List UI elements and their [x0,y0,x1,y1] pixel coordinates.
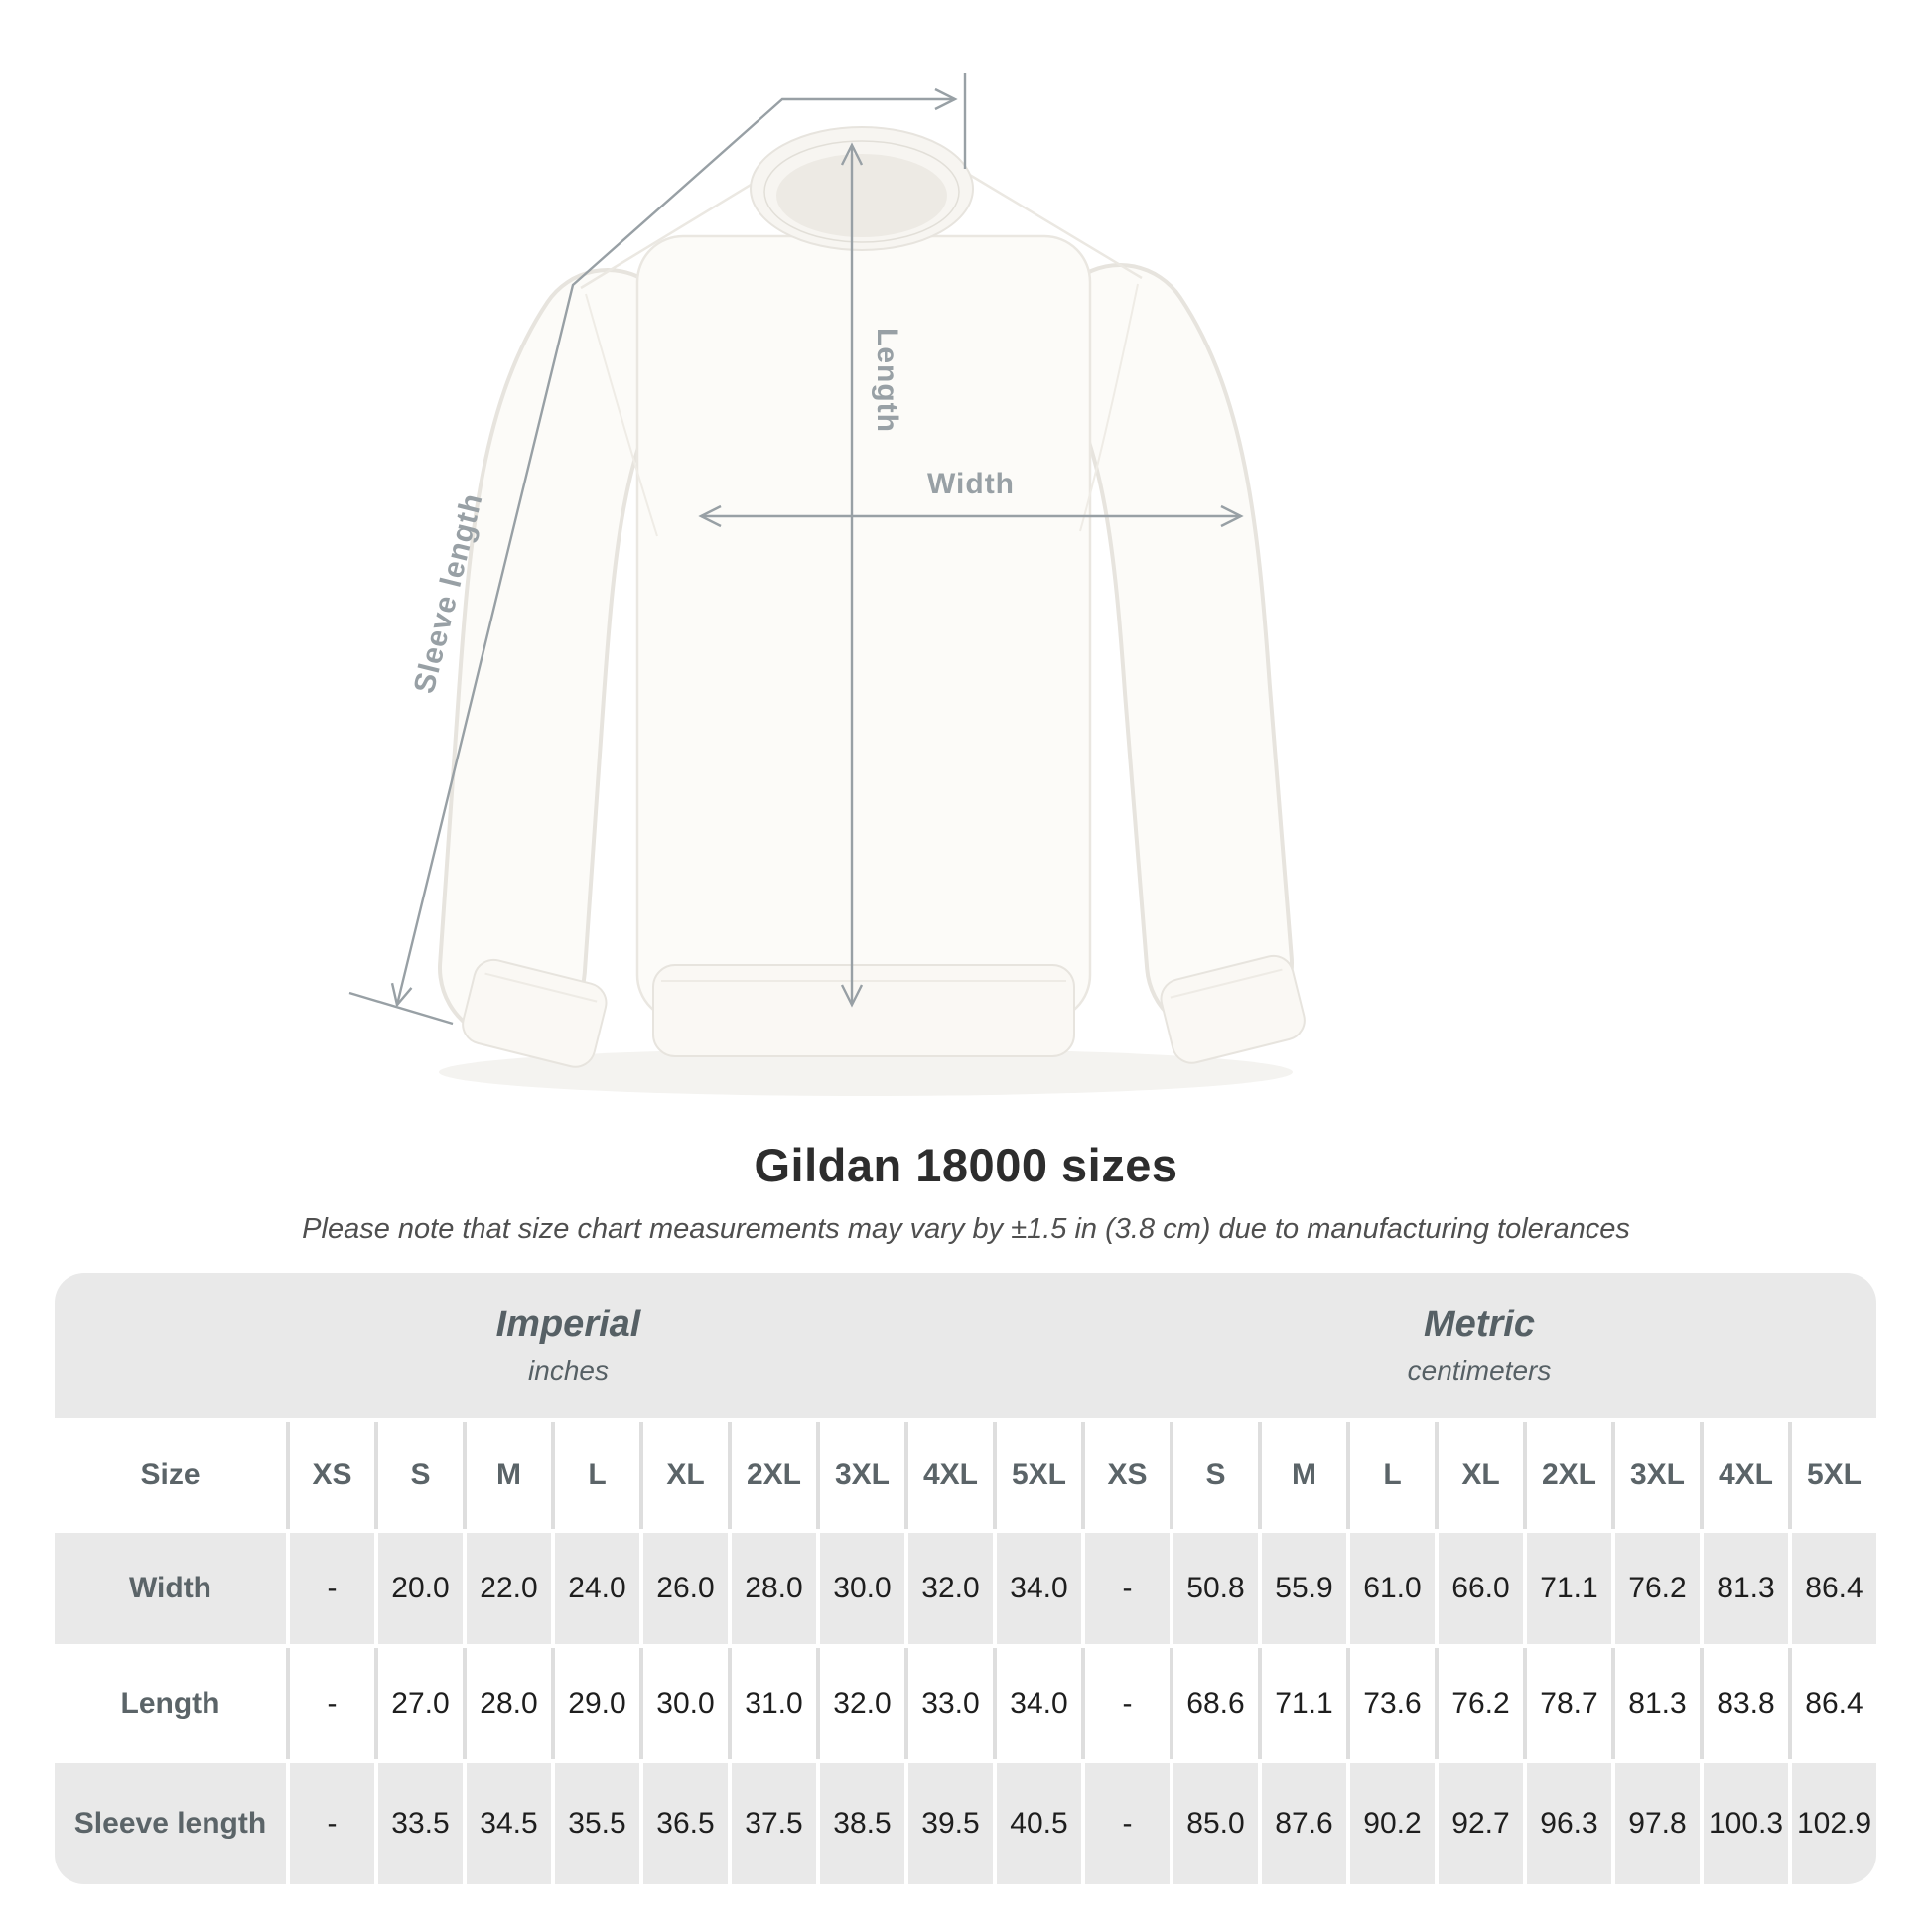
size-header-cell: 2XL [1527,1422,1611,1529]
row-label: Length [55,1648,286,1759]
page-title: Gildan 18000 sizes [754,1139,1178,1191]
value-cell: 32.0 [820,1648,904,1759]
value-cell: 38.5 [820,1763,904,1884]
value-cell: 96.3 [1527,1763,1611,1884]
value-cell: 30.0 [643,1648,728,1759]
cuff-tick-line [349,993,453,1024]
value-cell: 97.8 [1615,1763,1700,1884]
value-cell: 34.5 [467,1763,551,1884]
imperial-label: Imperial [495,1304,641,1345]
value-cell: 35.5 [555,1763,639,1884]
value-cell: 76.2 [1439,1648,1523,1759]
value-cell: 33.5 [378,1763,463,1884]
value-cell: 78.7 [1527,1648,1611,1759]
imperial-group-header [55,1273,1082,1418]
value-cell: - [290,1533,374,1644]
size-header-cell: S [378,1422,463,1529]
length-label: Length [871,328,903,433]
value-cell: 22.0 [467,1533,551,1644]
value-cell: 29.0 [555,1648,639,1759]
sleeve-length-label: Sleeve length [407,489,489,697]
value-cell: 90.2 [1350,1763,1435,1884]
unit-group-header-row [55,1273,1876,1418]
value-cell: 31.0 [732,1648,816,1759]
size-header-cell: M [467,1422,551,1529]
value-cell: - [290,1648,374,1759]
width-label: Width [926,468,1016,500]
body [637,236,1090,1021]
size-header-cell: XS [1085,1422,1170,1529]
value-cell: 39.5 [908,1763,993,1884]
size-header-cell: 3XL [1615,1422,1700,1529]
value-cell: 71.1 [1262,1648,1346,1759]
value-cell: 28.0 [467,1648,551,1759]
value-cell: 86.4 [1792,1648,1876,1759]
value-cell: 28.0 [732,1533,816,1644]
size-header-cell: M [1262,1422,1346,1529]
left-cuff [459,956,611,1071]
value-cell: 37.5 [732,1763,816,1884]
value-cell: 85.0 [1173,1763,1258,1884]
value-cell: 87.6 [1262,1763,1346,1884]
table-row-length [55,1648,1876,1759]
value-cell: 50.8 [1173,1533,1258,1644]
value-cell: 76.2 [1615,1533,1700,1644]
size-header-cell: 4XL [908,1422,993,1529]
metric-group-header [1082,1273,1876,1418]
value-cell: 71.1 [1527,1533,1611,1644]
size-table [55,1273,1876,1884]
value-cell: 81.3 [1704,1533,1788,1644]
table-row-sleeve-length [55,1763,1876,1884]
size-header-row [55,1422,1876,1529]
value-cell: 30.0 [820,1533,904,1644]
size-header-cell: L [555,1422,639,1529]
value-cell: 100.3 [1704,1763,1788,1884]
value-cell: 83.8 [1704,1648,1788,1759]
size-header-cell: XL [1439,1422,1523,1529]
value-cell: 102.9 [1792,1763,1876,1884]
collar-opening [776,154,947,237]
value-cell: 26.0 [643,1533,728,1644]
value-cell: - [1085,1763,1170,1884]
tolerance-note: Please note that size chart measurements may vary by ±1.5 in (3.8 cm) due to manufacturing tolerances [302,1213,1630,1245]
value-cell: - [290,1763,374,1884]
value-cell: 61.0 [1350,1533,1435,1644]
size-header-cell: XL [643,1422,728,1529]
size-header-cell: XS [290,1422,374,1529]
value-cell: 27.0 [378,1648,463,1759]
value-cell: 86.4 [1792,1533,1876,1644]
value-cell: - [1085,1648,1170,1759]
hem-band [653,965,1074,1056]
value-cell: 92.7 [1439,1763,1523,1884]
value-cell: 20.0 [378,1533,463,1644]
row-label: Sleeve length [55,1763,286,1884]
sweatshirt-illustration [439,127,1309,1096]
value-cell: 68.6 [1173,1648,1258,1759]
size-header-cell: S [1173,1422,1258,1529]
size-header-cell: L [1350,1422,1435,1529]
value-cell: 66.0 [1439,1533,1523,1644]
value-cell: 40.5 [997,1763,1081,1884]
value-cell: - [1085,1533,1170,1644]
metric-label: Metric [1424,1304,1535,1345]
imperial-units: inches [528,1355,609,1386]
value-cell: 55.9 [1262,1533,1346,1644]
size-col-header: Size [55,1422,286,1529]
table-row-width [55,1533,1876,1644]
value-cell: 73.6 [1350,1648,1435,1759]
value-cell: 32.0 [908,1533,993,1644]
value-cell: 34.0 [997,1533,1081,1644]
metric-units: centimeters [1407,1355,1552,1386]
value-cell: 24.0 [555,1533,639,1644]
size-header-cell: 2XL [732,1422,816,1529]
value-cell: 33.0 [908,1648,993,1759]
row-label: Width [55,1533,286,1644]
value-cell: 36.5 [643,1763,728,1884]
value-cell: 34.0 [997,1648,1081,1759]
size-header-cell: 4XL [1704,1422,1788,1529]
size-header-cell: 3XL [820,1422,904,1529]
right-sleeve [1120,338,1219,963]
size-header-cell: 5XL [1792,1422,1876,1529]
value-cell: 81.3 [1615,1648,1700,1759]
size-header-cell: 5XL [997,1422,1081,1529]
